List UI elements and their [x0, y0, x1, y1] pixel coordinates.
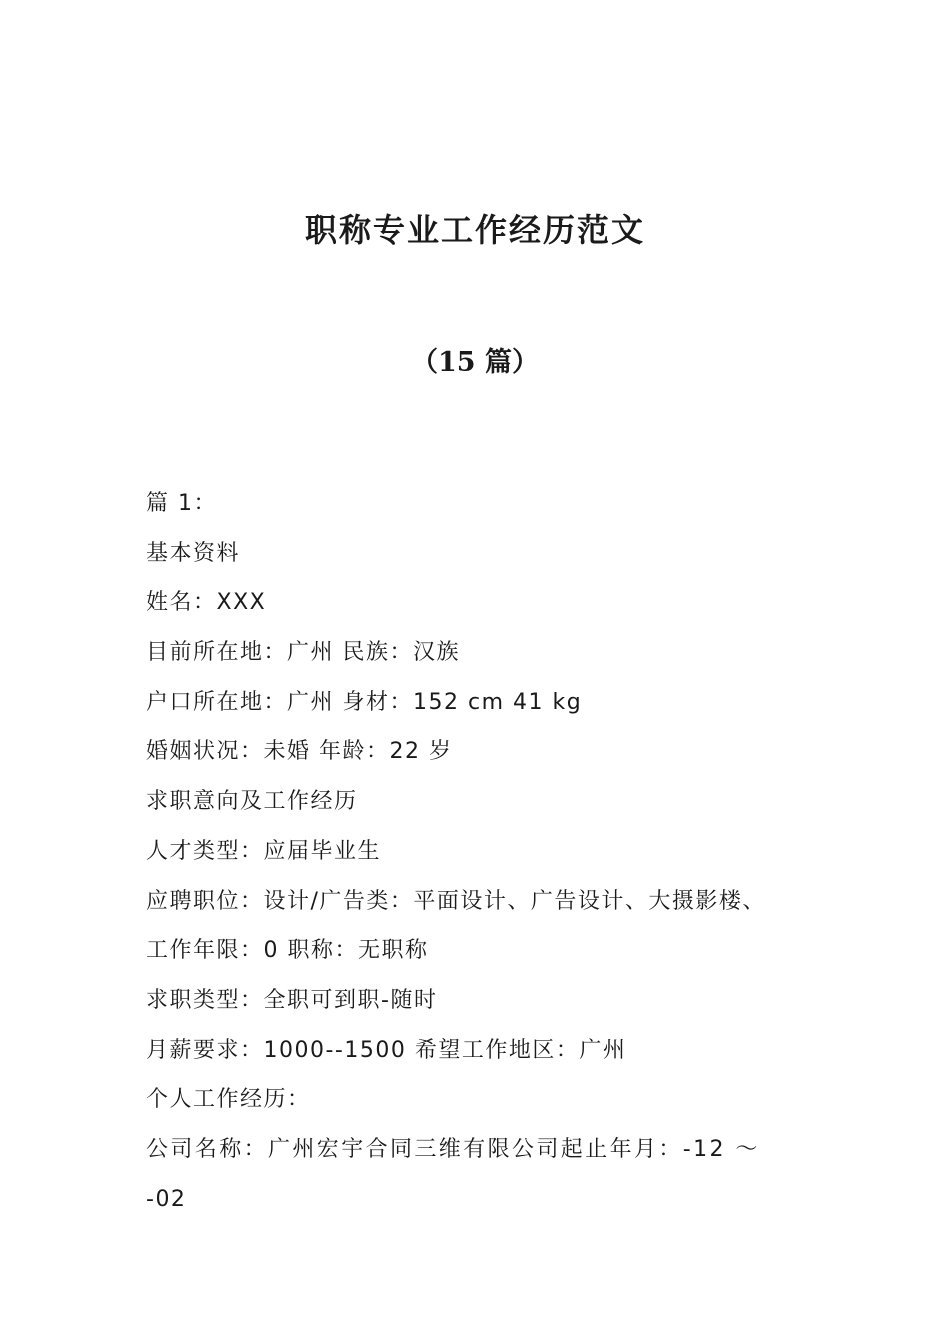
position-line: 应聘职位：设计/广告类：平面设计、广告设计、大摄影楼、 [146, 888, 766, 914]
company-date-continuation: -02 [146, 1186, 187, 1212]
marital-line: 婚姻状况：未婚 年龄：22 岁 [146, 739, 453, 765]
document-subtitle: （15 篇） [411, 347, 539, 378]
work-years-line: 工作年限：0 职称：无职称 [146, 938, 429, 964]
name-line: 姓名：XXX [146, 590, 267, 616]
section-heading: 篇 1： [146, 491, 217, 516]
salary-line: 月薪要求：1000--1500 希望工作地区：广州 [146, 1037, 627, 1063]
basic-info-heading: 基本资料 [146, 540, 241, 566]
work-history-heading: 个人工作经历： [146, 1087, 311, 1113]
company-line: 公司名称：广州宏宇合同三维有限公司起止年月：-12 ～ [146, 1136, 760, 1162]
document-title: 职称专业工作经历范文 [304, 211, 645, 249]
job-type-line: 求职类型：全职可到职-随时 [146, 987, 438, 1013]
location-line: 目前所在地：广州 民族：汉族 [146, 640, 460, 666]
household-line: 户口所在地：广州 身材：152 cm 41 kg [146, 689, 583, 715]
document-body [146, 479, 826, 1224]
talent-type-line: 人才类型：应届毕业生 [146, 838, 382, 864]
job-intent-heading: 求职意向及工作经历 [146, 789, 358, 815]
